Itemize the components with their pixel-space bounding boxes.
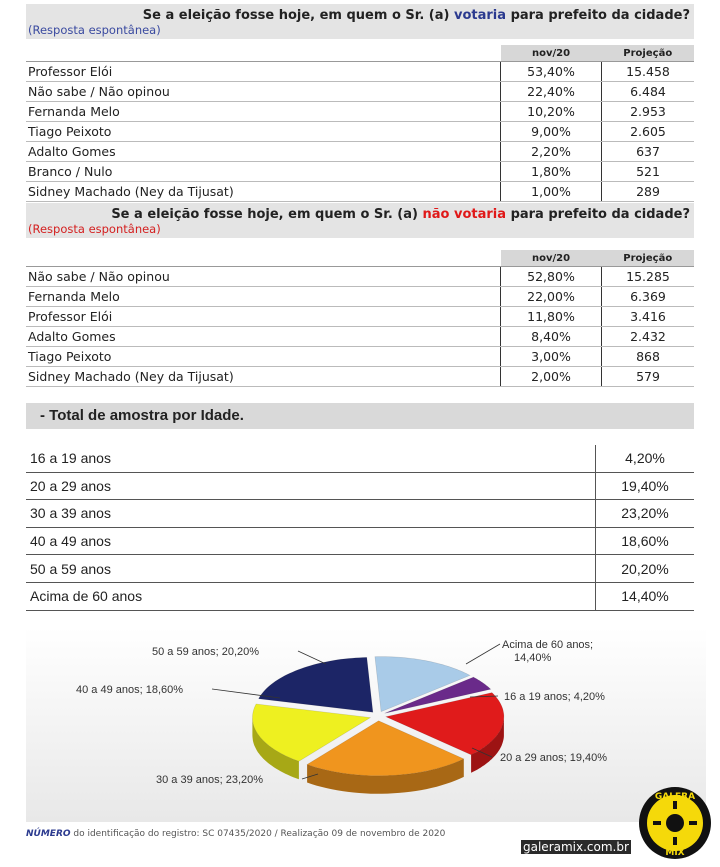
candidate-projection: 15.458 — [602, 62, 695, 82]
pie-label: 16 a 19 anos; 4,20% — [504, 691, 605, 703]
question-nao-votaria-header — [26, 203, 694, 238]
candidate-percent: 52,80% — [501, 267, 602, 287]
table-row — [26, 102, 694, 122]
title-text-end: para prefeito da cidade? — [510, 8, 690, 23]
age-label: Acima de 60 anos — [26, 582, 596, 610]
table-row — [26, 445, 694, 472]
table-row — [26, 62, 694, 82]
candidate-percent: 22,40% — [501, 82, 602, 102]
table-row — [26, 162, 694, 182]
candidate-name: Fernanda Melo — [26, 287, 501, 307]
age-table — [26, 445, 694, 611]
candidate-projection: 521 — [602, 162, 695, 182]
age-percent: 14,40% — [596, 582, 695, 610]
candidate-projection: 2.953 — [602, 102, 695, 122]
candidate-name: Adalto Gomes — [26, 327, 501, 347]
candidate-projection: 3.416 — [602, 307, 695, 327]
age-label: 40 a 49 anos — [26, 527, 596, 555]
age-section — [26, 403, 694, 611]
pie-slice-50-a-59-anos — [259, 657, 373, 712]
table-row — [26, 142, 694, 162]
age-label: 16 a 19 anos — [26, 445, 596, 472]
age-percent: 23,20% — [596, 500, 695, 528]
candidate-percent: 1,00% — [501, 182, 602, 202]
pie-label: 20 a 29 anos; 19,40% — [500, 752, 608, 764]
age-percent: 19,40% — [596, 472, 695, 500]
question-votaria-subtitle: (Resposta espontânea) — [28, 23, 161, 37]
age-section-title: - Total de amostra por Idade. — [26, 403, 694, 429]
question-nao-votaria-section — [26, 203, 694, 387]
col-header-projecao: Projeção — [602, 250, 695, 267]
age-label: 50 a 59 anos — [26, 555, 596, 583]
candidate-name: Professor Elói — [26, 307, 501, 327]
pie-label: 50 a 59 anos; 20,20% — [152, 646, 260, 658]
leader-line — [298, 651, 326, 664]
logo-top-text: GALERA — [654, 792, 696, 802]
candidate-percent: 3,00% — [501, 347, 602, 367]
site-watermark: galeramix.com.br — [523, 840, 629, 854]
candidate-name: Fernanda Melo — [26, 102, 501, 122]
galera-mix-logo — [637, 785, 713, 861]
age-pie-chart — [26, 628, 706, 822]
candidate-name: Adalto Gomes — [26, 142, 501, 162]
candidate-percent: 22,00% — [501, 287, 602, 307]
table-row — [26, 527, 694, 555]
candidate-projection: 2.605 — [602, 122, 695, 142]
title-highlight: não votaria — [422, 207, 507, 222]
age-label: 20 a 29 anos — [26, 472, 596, 500]
table-row — [26, 182, 694, 202]
candidate-projection: 2.432 — [602, 327, 695, 347]
col-header-nov20: nov/20 — [501, 45, 602, 62]
candidate-name: Não sabe / Não opinou — [26, 267, 501, 287]
candidate-name: Branco / Nulo — [26, 162, 501, 182]
candidate-projection: 579 — [602, 367, 695, 387]
pie-label: 30 a 39 anos; 23,20% — [156, 774, 264, 786]
table-row — [26, 327, 694, 347]
table-row — [26, 555, 694, 583]
table-row — [26, 82, 694, 102]
candidate-percent: 2,20% — [501, 142, 602, 162]
candidate-projection: 289 — [602, 182, 695, 202]
question-votaria-header — [26, 4, 694, 39]
title-text: Se a eleição fosse hoje, em quem o Sr. (a) — [142, 8, 450, 23]
table-row — [26, 347, 694, 367]
table-row — [26, 367, 694, 387]
age-percent: 18,60% — [596, 527, 695, 555]
age-percent: 4,20% — [596, 445, 695, 472]
table-row — [26, 500, 694, 528]
candidate-percent: 11,80% — [501, 307, 602, 327]
table-row — [26, 122, 694, 142]
candidate-percent: 53,40% — [501, 62, 602, 82]
candidate-percent: 1,80% — [501, 162, 602, 182]
question-nao-votaria-title — [26, 203, 694, 222]
candidate-name: Sidney Machado (Ney da Tijusat) — [26, 367, 501, 387]
registration-text: do identificação do registro: SC 07435/2020 / Realização 09 de novembro de 2020 — [70, 829, 446, 839]
candidate-name: Tiago Peixoto — [26, 347, 501, 367]
candidate-percent: 8,40% — [501, 327, 602, 347]
title-highlight: votaria — [453, 8, 507, 23]
col-header-projecao: Projeção — [602, 45, 695, 62]
candidate-name: Sidney Machado (Ney da Tijusat) — [26, 182, 501, 202]
age-label: 30 a 39 anos — [26, 500, 596, 528]
logo-bottom-text: MIX — [665, 848, 685, 858]
votaria-table — [26, 45, 694, 202]
title-text: Se a eleição fosse hoje, em quem o Sr. (a) — [111, 207, 418, 222]
title-text-end: para prefeito da cidade? — [510, 207, 690, 222]
table-row — [26, 307, 694, 327]
pie-label: 40 a 49 anos; 18,60% — [76, 684, 184, 696]
candidate-name: Não sabe / Não opinou — [26, 82, 501, 102]
candidate-percent: 2,00% — [501, 367, 602, 387]
candidate-projection: 868 — [602, 347, 695, 367]
leader-line — [466, 644, 500, 664]
candidate-percent: 10,20% — [501, 102, 602, 122]
candidate-name: Tiago Peixoto — [26, 122, 501, 142]
table-row — [26, 582, 694, 610]
question-nao-votaria-subtitle: (Resposta espontânea) — [28, 222, 161, 236]
question-votaria-title — [26, 4, 694, 23]
candidate-projection: 6.484 — [602, 82, 695, 102]
table-row — [26, 472, 694, 500]
pie-chart-svg — [26, 628, 706, 822]
candidate-projection: 6.369 — [602, 287, 695, 307]
candidate-percent: 9,00% — [501, 122, 602, 142]
table-row — [26, 267, 694, 287]
candidate-projection: 15.285 — [602, 267, 695, 287]
table-row — [26, 287, 694, 307]
question-votaria-section — [26, 4, 694, 202]
nao-votaria-table — [26, 250, 694, 387]
registration-footer — [26, 829, 445, 839]
candidate-name: Professor Elói — [26, 62, 501, 82]
age-percent: 20,20% — [596, 555, 695, 583]
candidate-projection: 637 — [602, 142, 695, 162]
col-header-nov20: nov/20 — [501, 250, 602, 267]
numero-label: NÚMERO — [26, 829, 71, 839]
pie-label: Acima de 60 anos; 14,40% — [502, 639, 594, 664]
